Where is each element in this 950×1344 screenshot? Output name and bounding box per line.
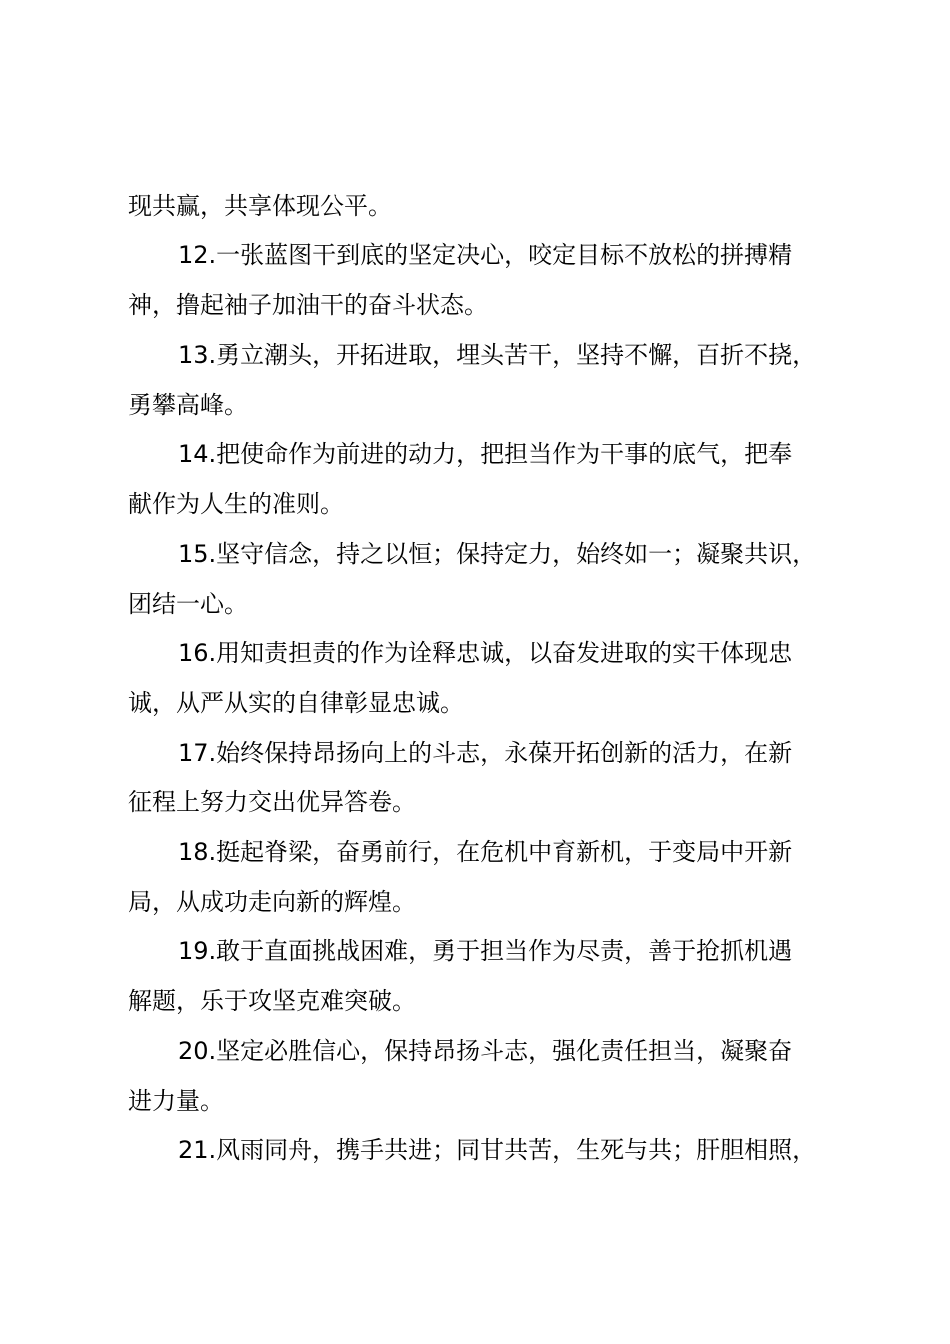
text-line-16: 19.敢于直面挑战困难，勇于担当作为尽责，善于抢抓机遇 — [178, 937, 793, 965]
text-line-11: 诚，从严从实的自律彰显忠诚。 — [128, 689, 464, 717]
text-line-15: 局，从成功走向新的辉煌。 — [128, 888, 416, 916]
text-line-13: 征程上努力交出优异答卷。 — [128, 788, 416, 816]
text-line-1: 现共赢，共享体现公平。 — [128, 192, 392, 220]
text-line-19: 进力量。 — [128, 1087, 224, 1115]
text-line-14: 18.挺起脊梁，奋勇前行，在危机中育新机，于变局中开新 — [178, 838, 793, 866]
text-line-8: 15.坚守信念，持之以恒；保持定力，始终如一；凝聚共识， — [178, 540, 817, 568]
text-line-9: 团结一心。 — [128, 590, 248, 618]
text-line-12: 17.始终保持昂扬向上的斗志，永葆开拓创新的活力，在新 — [178, 739, 793, 767]
text-line-20: 21.风雨同舟，携手共进；同甘共苦，生死与共；肝胆相照， — [178, 1136, 817, 1164]
text-line-10: 16.用知责担责的作为诠释忠诚，以奋发进取的实干体现忠 — [178, 639, 793, 667]
text-line-5: 勇攀高峰。 — [128, 391, 248, 419]
text-line-18: 20.坚定必胜信心，保持昂扬斗志，强化责任担当，凝聚奋 — [178, 1037, 793, 1065]
text-line-2: 12.一张蓝图干到底的坚定决心，咬定目标不放松的拼搏精 — [178, 241, 793, 269]
text-line-4: 13.勇立潮头，开拓进取，埋头苦干，坚持不懈，百折不挠， — [178, 341, 817, 369]
text-line-6: 14.把使命作为前进的动力，把担当作为干事的底气，把奉 — [178, 440, 793, 468]
text-line-17: 解题，乐于攻坚克难突破。 — [128, 987, 416, 1015]
text-line-7: 献作为人生的准则。 — [128, 490, 344, 518]
text-line-3: 神，撸起袖子加油干的奋斗状态。 — [128, 291, 488, 319]
